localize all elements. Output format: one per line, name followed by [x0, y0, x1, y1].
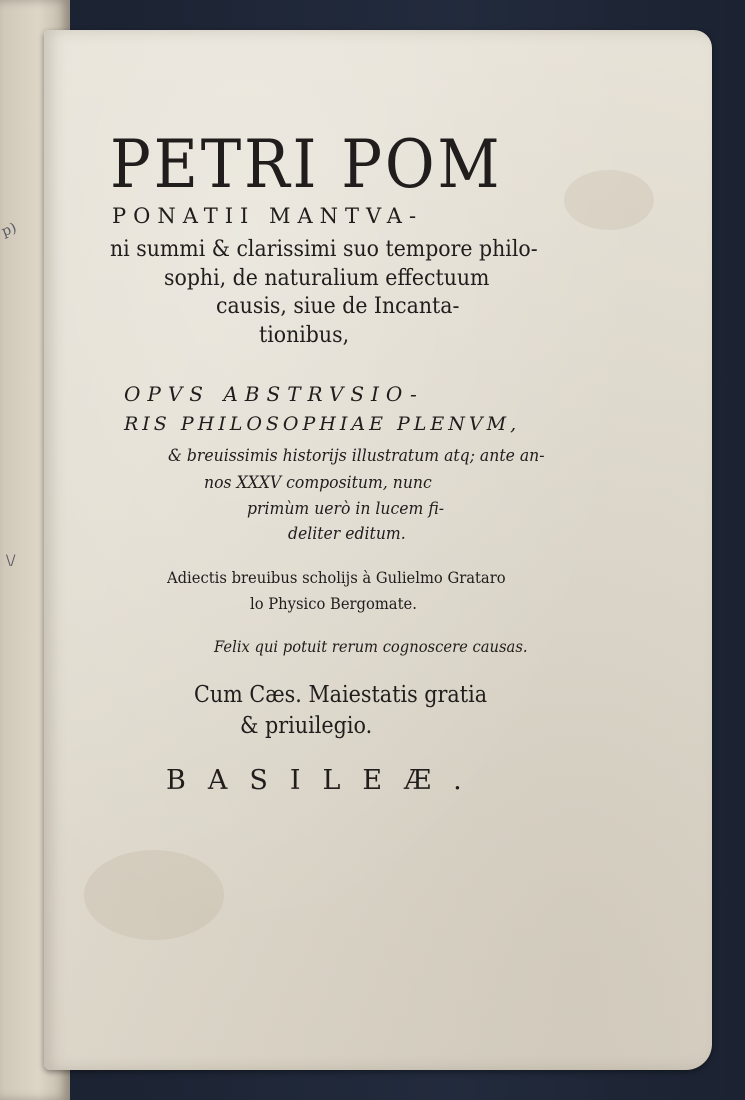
- description-line: deliter editum.: [288, 524, 406, 544]
- motto: Felix qui potuit rerum cognoscere causas.: [214, 637, 528, 656]
- opus-heading: OPVS ABSTRVSIO-: [124, 382, 424, 406]
- title-page: [44, 30, 712, 1070]
- paper-stain: [84, 850, 224, 940]
- margin-mark: p): [0, 220, 19, 240]
- description-line: nos XXXV compositum, nunc: [204, 473, 432, 493]
- author-caps-line: PONATII MANTVA-: [112, 204, 424, 228]
- description-line: & breuissimis historijs illustratum atq; ante an-: [168, 446, 545, 466]
- subtitle-line: ni summi & clarissimi suo tempore philo-: [110, 237, 538, 262]
- description-line: primùm uerò in lucem fi-: [247, 499, 445, 519]
- scholia-note: lo Physico Bergomate.: [250, 594, 417, 613]
- privilege-line: Cum Cæs. Maiestatis gratia: [194, 682, 488, 708]
- book-title: PETRI POM: [110, 126, 503, 203]
- subtitle-line: tionibus,: [259, 323, 350, 348]
- imprint: BASILEÆ.: [166, 765, 484, 796]
- subtitle-line: sophi, de naturalium effectuum: [164, 266, 490, 291]
- margin-mark: \/: [6, 553, 16, 569]
- paper-stain: [564, 170, 654, 230]
- privilege-line: & priuilegio.: [240, 713, 373, 739]
- scholia-note: Adiectis breuibus scholijs à Gulielmo Grataro: [167, 568, 506, 587]
- opus-heading-2: RIS PHILOSOPHIAE PLENVM,: [124, 413, 521, 435]
- subtitle-line: causis, siue de Incanta-: [216, 294, 460, 319]
